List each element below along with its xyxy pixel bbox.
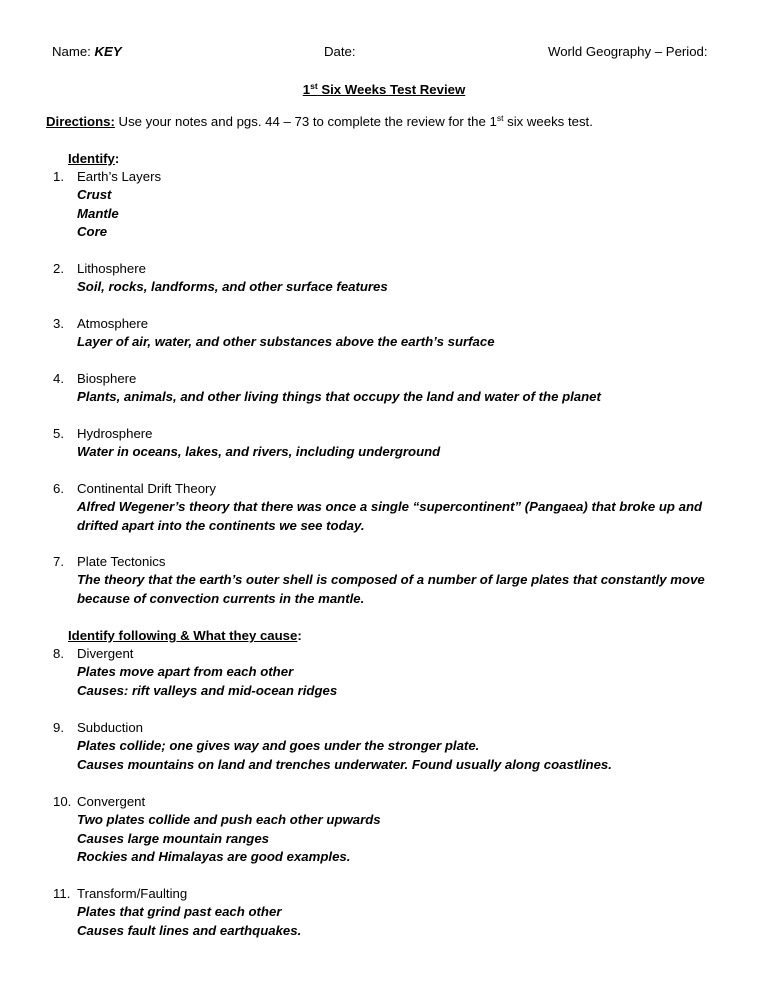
date-label: Date: bbox=[324, 44, 356, 59]
item-answer: Water in oceans, lakes, and rivers, including underground bbox=[77, 444, 441, 460]
item-answer: Layer of air, water, and other substances above the earth’s surface bbox=[77, 334, 495, 350]
list-item bbox=[53, 168, 733, 242]
list-item bbox=[53, 480, 733, 535]
directions-label: Directions: bbox=[46, 114, 115, 129]
item-term: 2. Lithosphere bbox=[53, 261, 146, 276]
item-term: 4. Biosphere bbox=[53, 371, 137, 386]
list-item bbox=[53, 719, 733, 774]
item-term: 9. Subduction bbox=[53, 720, 143, 735]
date-field bbox=[324, 43, 356, 61]
section-heading-identify-cause: Identify following & What they cause: bbox=[68, 628, 302, 643]
list-item bbox=[53, 260, 733, 297]
list-item bbox=[53, 315, 733, 352]
name-field bbox=[52, 43, 122, 61]
item-answer: Soil, rocks, landforms, and other surface features bbox=[77, 279, 388, 295]
item-answer: Causes large mountain ranges bbox=[77, 830, 270, 846]
item-answer: Alfred Wegener’s theory that there was once a single “supercontinent” (Pangaea) that broke up and drifted apart into the continents we see today. bbox=[77, 499, 703, 533]
directions: Directions: Use your notes and pgs. 44 – 73 to complete the review for the 1st six weeks test. bbox=[46, 113, 593, 129]
item-term: 1. Earth’s Layers bbox=[53, 169, 162, 184]
item-term: 3. Atmosphere bbox=[53, 316, 149, 331]
list-item bbox=[53, 885, 733, 940]
item-answer: Plates that grind past each other bbox=[77, 904, 282, 920]
list-item bbox=[53, 425, 733, 462]
list-item bbox=[53, 793, 733, 867]
list-item bbox=[53, 370, 733, 407]
name-value: KEY bbox=[94, 44, 122, 59]
item-answer: Crust bbox=[77, 187, 112, 203]
item-answer: The theory that the earth’s outer shell is composed of a number of large plates that constantly move because of convection currents in the mantle. bbox=[77, 572, 705, 606]
class-period-label: World Geography – Period: bbox=[548, 44, 708, 59]
item-answer: Rockies and Himalayas are good examples. bbox=[77, 849, 351, 865]
item-term: 5. Hydrosphere bbox=[53, 426, 153, 441]
class-period-field bbox=[548, 43, 708, 61]
item-answer: Plates move apart from each other bbox=[77, 664, 294, 680]
item-answer: Plants, animals, and other living things that occupy the land and water of the planet bbox=[77, 389, 601, 405]
section-heading-identify: Identify: bbox=[68, 151, 120, 166]
item-answer: Mantle bbox=[77, 205, 119, 221]
item-answer: Causes: rift valleys and mid-ocean ridges bbox=[77, 682, 338, 698]
item-answer: Causes fault lines and earthquakes. bbox=[77, 922, 302, 938]
item-term: 6. Continental Drift Theory bbox=[53, 481, 217, 496]
item-term: 11. Transform/Faulting bbox=[53, 886, 188, 901]
item-answer: Causes mountains on land and trenches underwater. Found usually along coastlines. bbox=[77, 756, 612, 772]
item-answer: Two plates collide and push each other upwards bbox=[77, 812, 381, 828]
item-answer: Core bbox=[77, 224, 108, 240]
list-item bbox=[53, 553, 733, 608]
list-item bbox=[53, 645, 733, 700]
item-term: 8. Divergent bbox=[53, 646, 134, 661]
item-answer: Plates collide; one gives way and goes under the stronger plate. bbox=[77, 738, 480, 754]
item-term: 10. Convergent bbox=[53, 794, 146, 809]
page-title: 1st Six Weeks Test Review bbox=[302, 81, 466, 97]
item-term: 7. Plate Tectonics bbox=[53, 554, 166, 569]
name-label: Name: bbox=[52, 44, 91, 59]
